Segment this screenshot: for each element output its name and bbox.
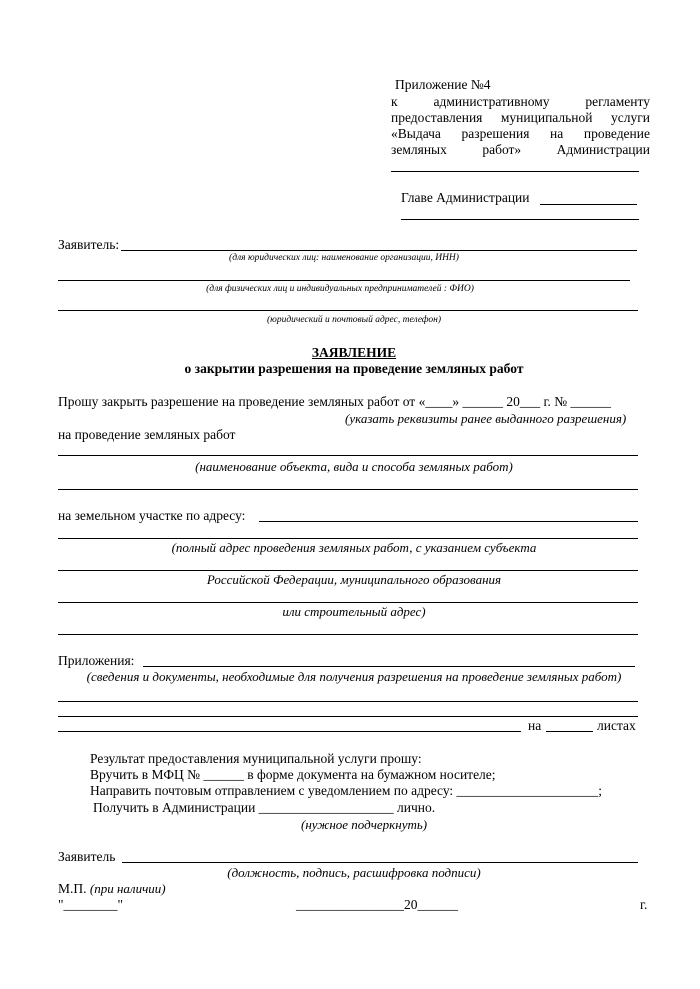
result-option-mail[interactable]: Направить почтовым отправлением с уведомлением по адресу: _____________________; bbox=[90, 783, 603, 798]
applicant-legal-note: (для юридических лиц: наименование организации, ИНН) bbox=[229, 253, 459, 263]
result-option-mfc[interactable]: Вручить в МФЦ № ______ в форме документа на бумажном носителе; bbox=[90, 767, 496, 782]
signature-label: Заявитель bbox=[58, 849, 116, 864]
object-field-2[interactable] bbox=[58, 489, 638, 490]
request-for-work: на проведение земляных работ bbox=[58, 427, 236, 442]
plot-address-field-5[interactable] bbox=[58, 634, 638, 635]
appendix-number: Приложение №4 bbox=[395, 77, 491, 92]
applicant-address-note: (юридический и почтовый адрес, телефон) bbox=[266, 315, 442, 325]
addressee-name-field[interactable] bbox=[540, 204, 637, 205]
plot-label: на земельном участке по адресу: bbox=[58, 508, 246, 523]
result-intro: Результат предоставления муниципальной услуги прошу: bbox=[90, 751, 422, 766]
addressee-second-field[interactable] bbox=[401, 219, 639, 220]
plot-address-field-3[interactable] bbox=[58, 570, 638, 571]
plot-note-1: (полный адрес проведения земляных работ, с указанием субъекта bbox=[171, 540, 537, 555]
request-note: (указать реквизиты ранее выданного разрешения) bbox=[345, 411, 627, 426]
object-field-1[interactable] bbox=[58, 455, 638, 456]
attachments-note: (сведения и документы, необходимые для получения разрешения на проведение земляных работ) bbox=[86, 669, 622, 684]
signature-field[interactable] bbox=[122, 862, 638, 863]
signature-note: (должность, подпись, расшифровка подписи) bbox=[227, 865, 481, 880]
result-note: (нужное подчеркнуть) bbox=[301, 817, 428, 832]
document-subtitle: о закрытии разрешения на проведение земляных работ bbox=[184, 361, 524, 376]
addressee-label: Главе Администрации bbox=[401, 190, 530, 205]
applicant-label: Заявитель: bbox=[58, 237, 120, 252]
date-month-year-field[interactable]: ________________20______ bbox=[296, 897, 458, 912]
appendix-line-4: земляных работ» Администрации bbox=[391, 142, 650, 157]
sheets-count-field[interactable] bbox=[546, 731, 593, 732]
plot-address-field-4[interactable] bbox=[58, 602, 638, 603]
object-note: (наименование объекта, вида и способа земляных работ) bbox=[195, 459, 513, 474]
result-option-admin[interactable]: Получить в Администрации ____________________ лично. bbox=[93, 800, 436, 815]
applicant-org-field[interactable] bbox=[121, 250, 637, 251]
seal-label: М.П. (при наличии) bbox=[58, 881, 166, 896]
seal-note: (при наличии) bbox=[89, 881, 166, 896]
applicant-physical-note: (для физических лиц и индивидуальных предпринимателей : ФИО) bbox=[206, 284, 474, 294]
appendix-line-2: предоставления муниципальной услуги bbox=[391, 110, 650, 125]
request-text: Прошу закрыть разрешение на проведение земляных работ от «____» ______ 20___ г. № ______ bbox=[58, 394, 611, 409]
attachments-field-3[interactable] bbox=[58, 716, 638, 717]
attachments-label: Приложения: bbox=[58, 653, 135, 668]
attachments-field-4[interactable] bbox=[58, 731, 521, 732]
applicant-fio-field[interactable] bbox=[58, 280, 630, 281]
appendix-line-3: «Выдача разрешения на проведение bbox=[391, 126, 650, 141]
plot-address-field-2[interactable] bbox=[58, 538, 638, 539]
appendix-line-1: к административному регламенту bbox=[391, 94, 650, 109]
appendix-underline bbox=[391, 171, 639, 172]
attachments-field-1[interactable] bbox=[143, 666, 635, 667]
document-title: ЗАЯВЛЕНИЕ bbox=[311, 345, 397, 360]
date-day-field[interactable]: "________" bbox=[58, 897, 124, 912]
plot-address-field[interactable] bbox=[259, 521, 638, 522]
attachments-field-2[interactable] bbox=[58, 701, 638, 702]
applicant-address-field[interactable] bbox=[58, 310, 638, 311]
plot-note-3: или строительный адрес) bbox=[282, 604, 426, 619]
date-year-suffix: г. bbox=[640, 897, 648, 912]
attachments-sheets: листах bbox=[597, 718, 636, 733]
plot-note-2: Российской Федерации, муниципального образования bbox=[206, 572, 502, 587]
attachments-on: на bbox=[528, 718, 542, 733]
